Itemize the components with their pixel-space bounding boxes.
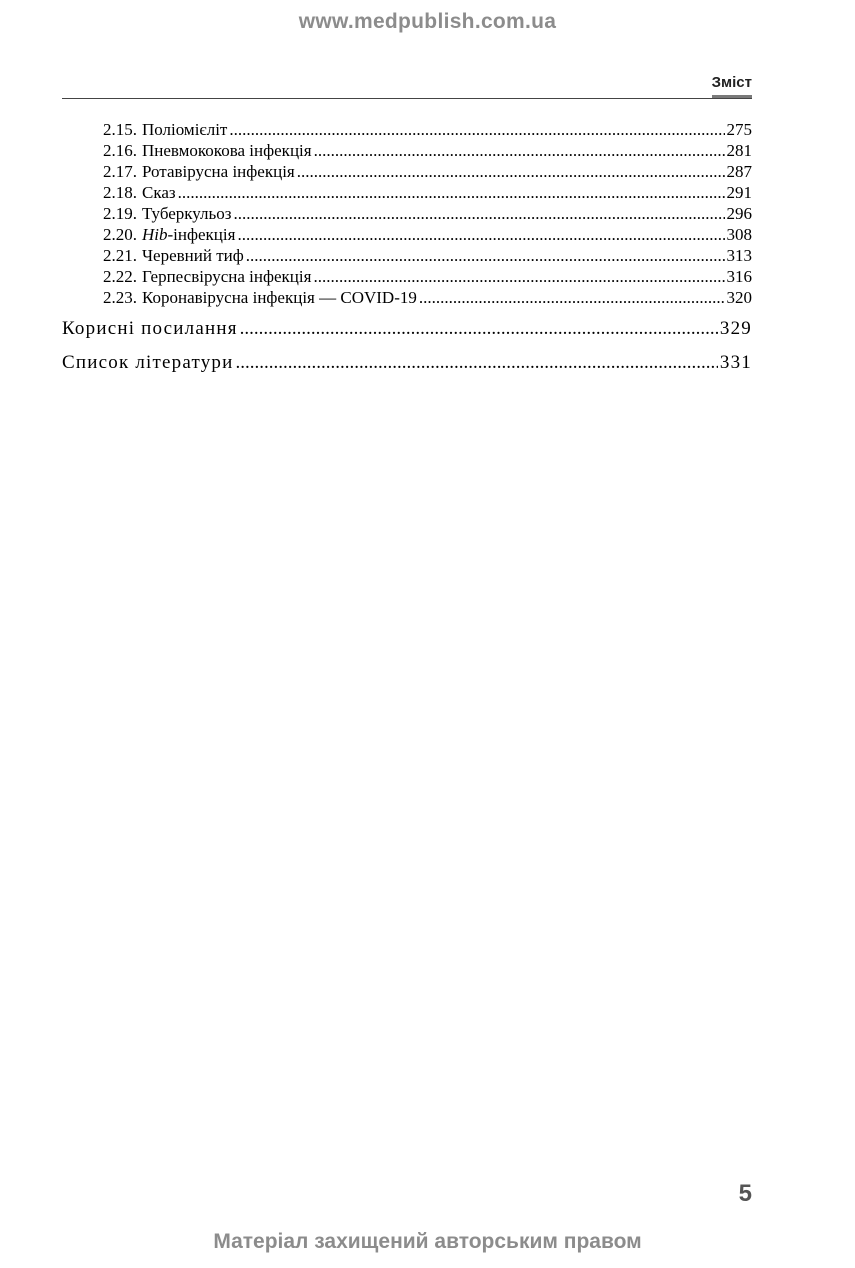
toc-entry[interactable]: [103, 288, 752, 309]
toc-entry[interactable]: [103, 225, 752, 246]
dot-leader: [234, 204, 725, 224]
toc-entry-title: Поліомієліт: [142, 120, 228, 139]
toc-entry-number: 2.18.: [103, 183, 137, 202]
toc-entry-page: 287: [726, 162, 752, 181]
dot-leader: [240, 318, 718, 340]
toc-entry-page: 281: [726, 141, 752, 160]
dot-leader: [297, 162, 725, 182]
toc-entry[interactable]: [103, 183, 752, 204]
watermark-url: www.medpublish.com.ua: [298, 10, 557, 33]
dot-leader: [246, 246, 725, 266]
copyright-watermark: Матеріал захищений авторським правом: [213, 1230, 642, 1253]
toc-entry-main[interactable]: [62, 318, 752, 342]
toc-entry-page: 316: [726, 267, 752, 286]
toc-entry-title: Корисні посилання: [62, 318, 238, 339]
toc-entry-number: 2.21.: [103, 246, 137, 265]
toc-entry-title: Туберкульоз: [142, 204, 232, 223]
dot-leader: [314, 141, 725, 161]
toc-entry-number: 2.23.: [103, 288, 137, 307]
toc-entry-title: [142, 225, 235, 245]
toc-entry-page: 296: [726, 204, 752, 223]
toc-entry-number: 2.22.: [103, 267, 137, 286]
toc-entry-number: 2.15.: [103, 120, 137, 139]
toc-entry[interactable]: [103, 267, 752, 288]
toc-entry[interactable]: [103, 141, 752, 162]
running-head: Зміст: [711, 74, 752, 91]
dot-leader: [237, 225, 724, 245]
toc-entry[interactable]: [103, 162, 752, 183]
dot-leader: [235, 352, 717, 374]
toc-entry-title: Список літератури: [62, 352, 234, 373]
toc-entry[interactable]: [103, 246, 752, 267]
dot-leader: [419, 288, 725, 308]
dot-leader: [229, 120, 724, 140]
toc-entry-page: 291: [726, 183, 752, 202]
toc-entry-number: 2.20.: [103, 225, 137, 244]
toc-entry-number: 2.16.: [103, 141, 137, 160]
toc-entry-title: Коронавірусна інфекція — COVID-19: [142, 288, 417, 307]
toc-entry-page: 329: [719, 318, 752, 339]
toc-entry-main[interactable]: [62, 352, 752, 376]
toc-entry-number: 2.19.: [103, 204, 137, 223]
toc-entry-title: Сказ: [142, 183, 176, 202]
toc-entry-title: Ротавірусна інфекція: [142, 162, 295, 181]
toc-entry-page: 308: [726, 225, 752, 244]
dot-leader: [178, 183, 725, 203]
toc-entry-title: Герпесвірусна інфекція: [142, 267, 312, 286]
toc-entry[interactable]: [103, 120, 752, 141]
toc-entry-page: 313: [726, 246, 752, 265]
dot-leader: [313, 267, 724, 287]
toc-entry-title: Пневмококова інфекція: [142, 141, 312, 160]
toc-entry[interactable]: [103, 204, 752, 225]
toc-entry-title: Черевний тиф: [142, 246, 244, 265]
toc-entry-page: 275: [726, 120, 752, 139]
toc-entry-title-italic: Hib: [142, 225, 168, 244]
toc-entry-page: 320: [726, 288, 752, 307]
toc-entry-title-rest: -інфекція: [167, 225, 236, 244]
toc-entry-page: 331: [719, 352, 752, 373]
toc-entry-number: 2.17.: [103, 162, 137, 181]
header-rule: [62, 98, 752, 99]
page-number: 5: [738, 1180, 752, 1207]
